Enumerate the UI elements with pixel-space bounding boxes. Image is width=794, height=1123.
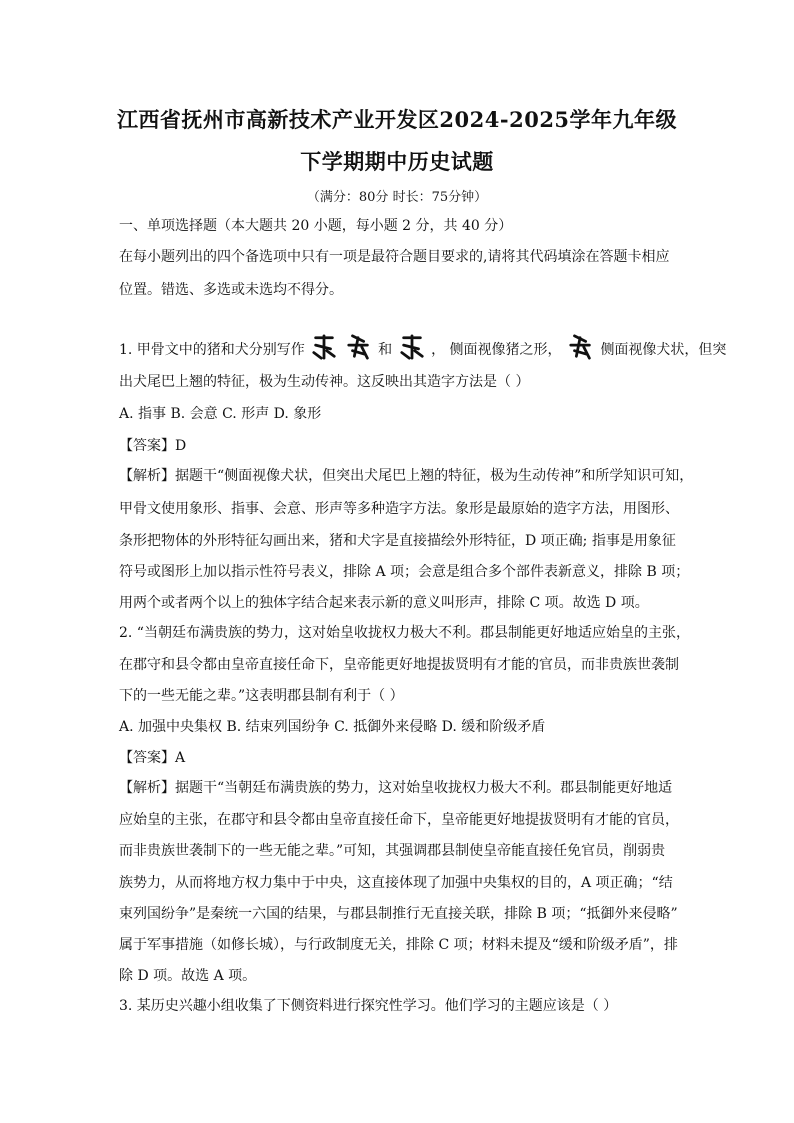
q1-text-part2: 侧面视像猪之形， [449,342,562,358]
question-2-analysis-line: 族势力，从而将地方权力集中于中央，这直接体现了加强中央集权的目的，A 项正确；“结 [119,875,673,891]
question-1-analysis-line: 符号或图形上加以指示性符号表义，排除 A 项；会意是组合多个部件表新意义，排除 B 项； [119,564,690,580]
question-1-answer: 【答案】D [119,438,187,454]
question-2-analysis-line: 应始皇的主张，在郡守和县令都由皇帝直接任命下，皇帝能更好地提拔贤明有才能的官员， [119,812,679,828]
question-1-line-1 [119,334,727,365]
oracle-dog-glyph-icon [344,334,374,360]
document-title-line-1: 江西省抚州市高新技术产业开发区2024-2025学年九年级 [116,107,678,132]
oracle-dog-glyph-repeat-icon [566,334,596,360]
question-2-answer: 【答案】A [119,750,186,766]
question-2-options: A. 加强中央集权 B. 结束列国纷争 C. 抵御外来侵略 D. 缓和阶级矛盾 [119,719,546,735]
question-2-analysis-line: 【解析】据题干“当朝廷布满贵族的势力，这对始皇收拢权力极大不利。郡县制能更好地适 [119,780,673,796]
document-title-line-2: 下学期期中历史试题 [300,149,494,174]
instruction-line-2: 位置。错选、多选或未选均不得分。 [119,282,343,298]
question-2-analysis-line: 除 D 项。故选 A 项。 [119,968,257,984]
q1-text-part1: 1. 甲骨文中的猪和犬分别写作 [119,342,305,358]
question-1-options: A. 指事 B. 会意 C. 形声 D. 象形 [119,406,322,422]
question-1-line-2: 出犬尾巴上翘的特征，极为生动传神。这反映出其造字方法是（ ） [119,374,530,390]
question-3-line: 3. 某历史兴趣小组收集了下侧资料进行探究性学习。他们学习的主题应该是（ ） [119,998,618,1014]
question-2-line: 2. “当朝廷布满贵族的势力，这对始皇收拢权力极大不利。郡县制能更好地适应始皇的主张， [119,625,690,641]
question-2-analysis-line: 属于军事措施（如修长城），与行政制度无关，排除 C 项；材料未提及“缓和阶级矛盾”，排 [119,937,678,953]
q1-text-comma: ， [431,342,446,358]
question-2-analysis-line: 束列国纷争”是秦统一六国的结果，与郡县制推行无直接关联，排除 B 项；“抵御外来侵略” [119,906,678,922]
section-heading: 一、单项选择题（本大题共 20 小题，每小题 2 分，共 40 分） [119,218,513,234]
instruction-line-1: 在每小题列出的四个备选项中只有一项是最符合题目要求的,请将其代码填涂在答题卡相应 [119,249,670,265]
question-1-analysis-line: 用两个或者两个以上的独体字结合起来表示新的意义叫形声，排除 C 项。故选 D 项。 [119,595,649,611]
question-2-line: 下的一些无能之辈。”这表明郡县制有利于（ ） [119,688,404,704]
question-1-analysis-line: 【解析】据题干“侧面视像犬状，但突出犬尾巴上翘的特征，极为生动传神”和所学知识可知， [119,468,694,484]
q1-text-part3: 侧面视像犬状，但突 [600,342,727,358]
question-1-analysis-line: 条形把物体的外形特征勾画出来，猪和犬字是直接描绘外形特征，D 项正确; 指事是用象征 [119,533,676,549]
oracle-pig-glyph-repeat-icon [397,334,427,360]
question-2-analysis-line: 而非贵族世袭制下的一些无能之辈。”可知，其强调郡县制使皇帝能直接任免官员，削弱贵 [119,843,666,859]
q1-text-and: 和 [378,342,393,358]
exam-info: （满分：80分 时长：75分钟） [306,190,488,205]
question-2-line: 在郡守和县令都由皇帝直接任命下，皇帝能更好地提拔贤明有才能的官员，而非贵族世袭制 [119,657,679,673]
question-1-analysis-line: 甲骨文使用象形、指事、会意、形声等多种造字方法。象形是最原始的造字方法，用图形、 [119,501,679,517]
oracle-pig-glyph-icon [309,334,339,360]
